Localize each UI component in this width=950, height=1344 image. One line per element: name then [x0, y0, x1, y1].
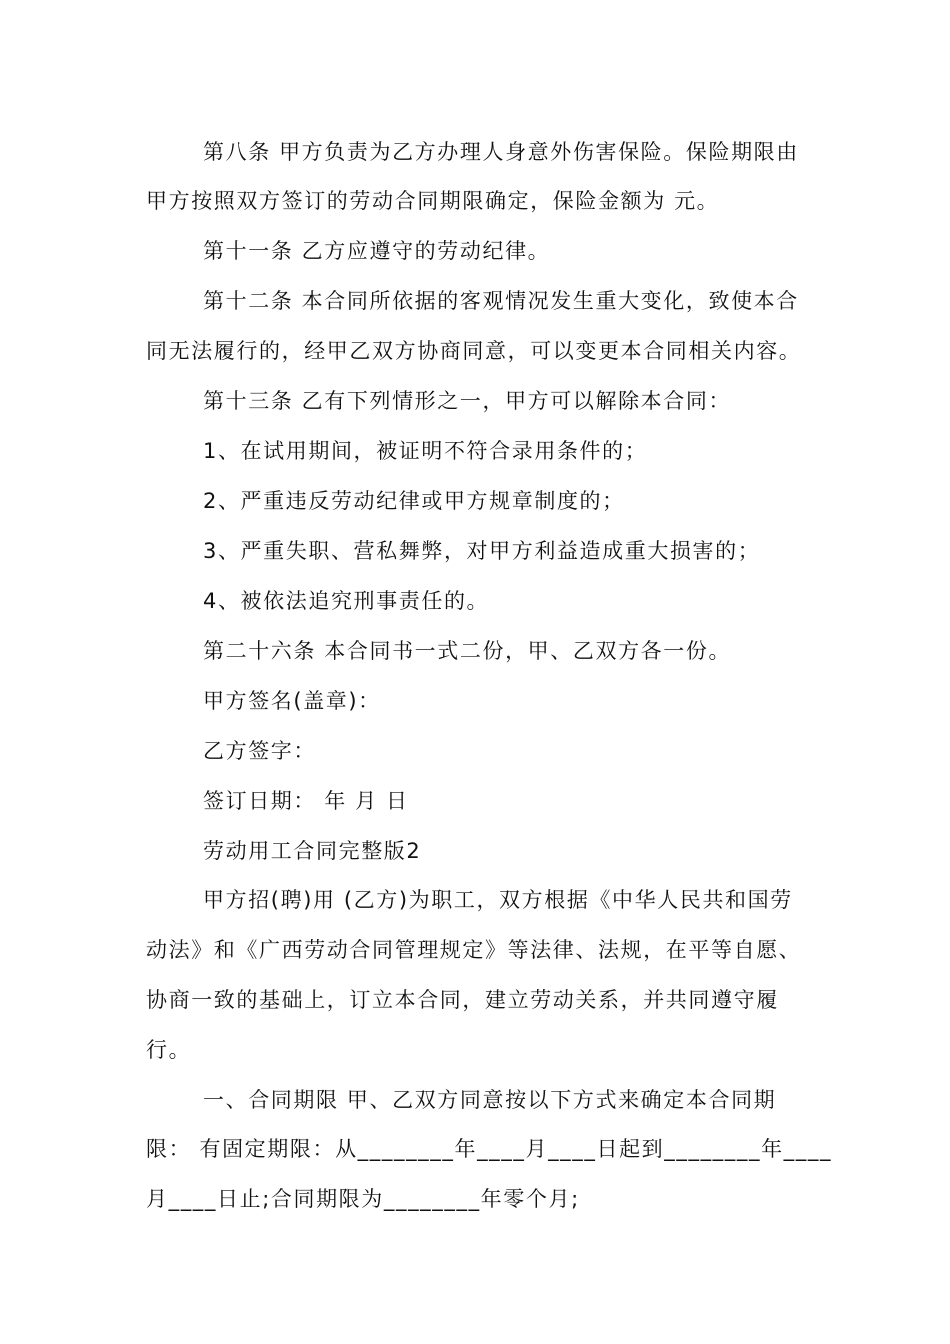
paragraph-line: 甲方招(聘)用 (乙方)为职工，双方根据《中华人民共和国劳	[203, 888, 793, 912]
signing-date-line: 签订日期： 年 月 日	[203, 789, 409, 813]
signature-line-party-b: 乙方签字：	[203, 739, 316, 763]
paragraph-line: 第十一条 乙方应遵守的劳动纪律。	[203, 239, 551, 263]
paragraph-line: 月____日止;合同期限为________年零个月;	[146, 1187, 580, 1211]
signature-line-party-a: 甲方签名(盖章)：	[203, 689, 381, 713]
paragraph-line: 限： 有固定期限：从________年____月____日起到________年____	[146, 1137, 833, 1161]
paragraph-line: 同无法履行的，经甲乙双方协商同意，可以变更本合同相关内容。	[146, 339, 802, 363]
paragraph-line: 协商一致的基础上，订立本合同，建立劳动关系，并共同遵守履	[146, 988, 779, 1012]
paragraph-line: 动法》和《广西劳动合同管理规定》等法律、法规，在平等自愿、	[146, 938, 802, 962]
paragraph-line: 行。	[146, 1038, 192, 1062]
paragraph-line: 一、合同期限 甲、乙双方同意按以下方式来确定本合同期	[203, 1088, 777, 1112]
paragraph-line: 第十二条 本合同所依据的客观情况发生重大变化，致使本合	[203, 289, 799, 313]
list-item: 3、严重失职、营私舞弊，对甲方利益造成重大损害的；	[203, 539, 761, 563]
list-item: 4、被依法追究刑事责任的。	[203, 589, 490, 613]
paragraph-line: 第八条 甲方负责为乙方办理人身意外伤害保险。保险期限由	[203, 140, 799, 164]
list-item: 1、在试用期间，被证明不符合录用条件的；	[203, 439, 648, 463]
paragraph-line: 甲方按照双方签订的劳动合同期限确定，保险金额为 元。	[146, 189, 720, 213]
paragraph-line: 第二十六条 本合同书一式二份，甲、乙双方各一份。	[203, 639, 732, 663]
section-title: 劳动用工合同完整版2	[203, 839, 422, 863]
list-item: 2、严重违反劳动纪律或甲方规章制度的；	[203, 489, 625, 513]
paragraph-line: 第十三条 乙有下列情形之一，甲方可以解除本合同：	[203, 389, 732, 413]
